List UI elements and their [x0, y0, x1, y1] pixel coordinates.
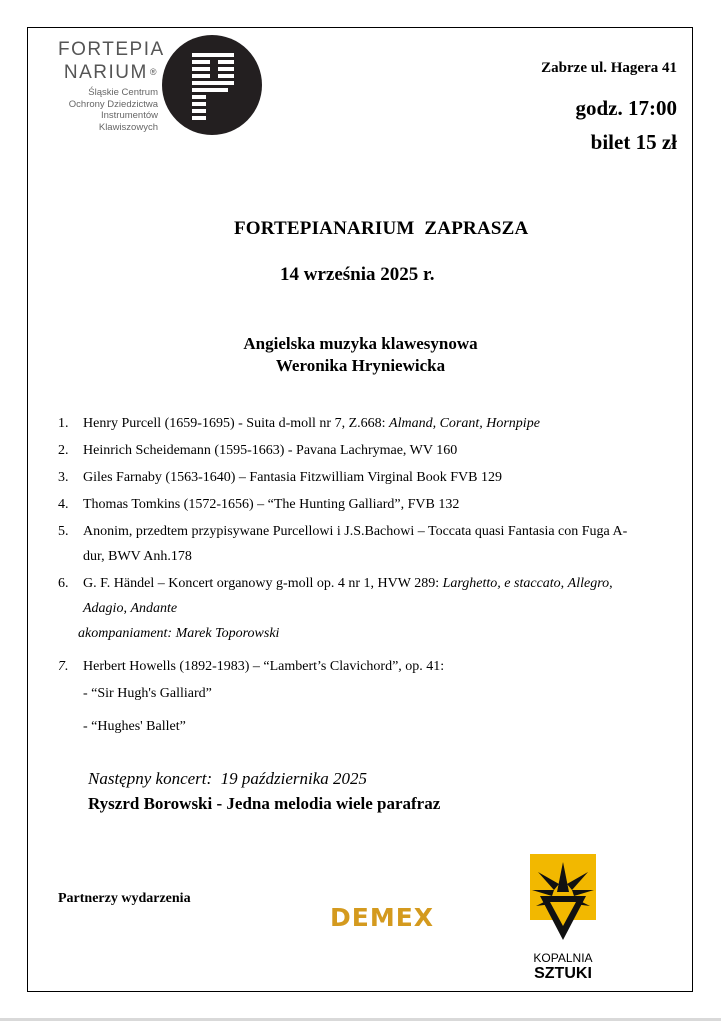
item-number: 7.: [58, 659, 69, 674]
logo-sub-line: Ochrony Dziedzictwa: [68, 98, 158, 110]
sub-item: - “Sir Hugh's Galliard”: [83, 686, 212, 701]
item-number: 3.: [58, 470, 69, 485]
accompaniment-note: akompaniament: Marek Toporowski: [78, 626, 280, 641]
logo-line-2: NARIUM ®: [63, 62, 158, 83]
demex-logo: DEMEX: [330, 903, 435, 932]
next-concert-title: Ryszrd Borowski - Jedna melodia wiele parafraz: [88, 794, 441, 813]
partners-label: Partnerzy wydarzenia: [58, 891, 191, 906]
item-text: ,: [123, 601, 131, 616]
event-date: 14 września 2025 r.: [280, 264, 435, 285]
item-text-cont: dur, BWV Anh.178: [83, 549, 192, 564]
item-italic: Andante: [130, 601, 178, 616]
list-item: [58, 519, 663, 569]
logo-sub-line: Śląskie Centrum: [88, 87, 158, 98]
item-italic: Almand, Corant, Hornpipe: [389, 416, 540, 431]
item-text: Heinrich Scheidemann (1595-1663) - Pavana Lachrymae, WV 160: [83, 443, 458, 458]
list-item: [58, 571, 663, 646]
item-number: 5.: [58, 524, 69, 539]
item-italic: Larghetto, e staccato: [442, 576, 561, 591]
headline: FORTEPIANARIUM ZAPRASZA: [234, 218, 529, 239]
event-time: godz. 17:00: [575, 96, 677, 120]
item-text: Anonim, przedtem przypisywane Purcellowi i J.S.Bachowi – Toccata quasi Fantasia con Fuga A-: [83, 524, 628, 539]
item-text: Thomas Tomkins (1572-1656) – “The Hunting Galliard”, FVB 132: [83, 497, 460, 512]
item-italic: Allegro: [567, 576, 610, 591]
kopalnia-text: KOPALNIA: [533, 951, 593, 965]
list-item: [58, 492, 663, 517]
concert-title: Angielska muzyka klawesynowa: [243, 334, 478, 353]
logo-sub-line: Instrumentów: [100, 110, 158, 121]
logo-subtitle: [58, 87, 158, 133]
item-number: 2.: [58, 443, 69, 458]
list-item: [58, 411, 663, 436]
registered-mark: ®: [149, 67, 158, 77]
list-item: [58, 438, 663, 463]
item-number: 4.: [58, 497, 69, 512]
ticket-price: bilet 15 zł: [590, 130, 677, 154]
item-text: Giles Farnaby (1563-1640) – Fantasia Fitzwilliam Virginal Book FVB 129: [83, 470, 503, 485]
item-text: Henry Purcell (1659-1695) - Suita d-moll nr 7, Z.668:: [83, 416, 390, 431]
next-concert-label: Następny koncert: 19 października 2025: [88, 769, 368, 788]
item-number: 6.: [58, 576, 69, 591]
sub-item: - “Hughes' Ballet”: [83, 719, 186, 734]
kopalnia-sztuki-logo: [528, 854, 598, 987]
logo-sub-line: Klawiszowych: [98, 121, 158, 133]
fortepianarium-logo-icon: [162, 35, 262, 135]
item-text: G. F. Händel – Koncert organowy g-moll op. 4 nr 1, HVW 289:: [83, 576, 443, 591]
list-item: [58, 654, 663, 679]
logo-line-1: FORTEPIA: [58, 39, 165, 60]
item-number: 1.: [58, 416, 69, 431]
venue-address: Zabrze ul. Hagera 41: [541, 60, 677, 76]
item-text: ,: [560, 576, 568, 591]
item-text: Herbert Howells (1892-1983) – “Lambert’s Clavichord”, op. 41:: [83, 659, 445, 674]
item-italic: Adagio: [83, 601, 124, 616]
kopalnia-sztuki-icon: [528, 854, 598, 982]
performer-name: Weronika Hryniewicka: [275, 356, 446, 375]
item-text: ,: [609, 576, 613, 591]
list-item: [58, 465, 663, 490]
fortepianarium-logo-text: [58, 38, 165, 133]
bottom-divider: [0, 1018, 721, 1021]
programme-list: [58, 411, 663, 739]
sztuki-text: SZTUKI: [534, 965, 592, 982]
